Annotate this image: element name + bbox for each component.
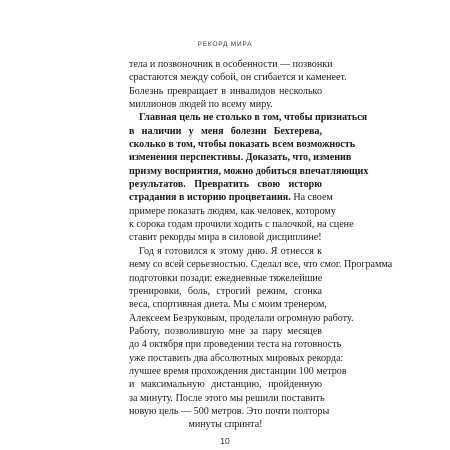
text-line: до 4 октября при проведении теста на готовность xyxy=(129,339,342,351)
text-line: ставит рекорды мира в силовой дисциплине! xyxy=(129,232,322,244)
text-line: минуты спринта! xyxy=(188,419,263,431)
page-number: 10 xyxy=(220,436,230,446)
text-line: Главная цель не столько в том, чтобы признаться xyxy=(139,112,368,124)
text-line: тела и позвоночник в особенности — позвонки xyxy=(129,59,333,70)
text-line: подготовки позади: ежедневные тяжелейшие xyxy=(129,272,323,284)
text-line: Болезнь превращает в инвалидов несколько xyxy=(129,85,322,97)
text-line: к сорока годам прочили ходить с палочкой, на сцене xyxy=(129,219,354,231)
bold-fragment: страдания в историю процветания. xyxy=(129,192,291,204)
text-line: примере показать людям, как человек, которому xyxy=(129,205,336,217)
text-line: за минуту. После этого мы решили поставить xyxy=(129,392,325,404)
running-header: РЕКОРД МИРА xyxy=(197,41,253,48)
text-line: уже поставить два абсолютных мировых рекорда: xyxy=(129,352,344,364)
text-line: сколько в том, чтобы показать всем возможность xyxy=(129,139,356,151)
text-line: в наличии у меня болезни Бехтерева, xyxy=(129,125,322,137)
text-line: лучшее время прохождения дистанции 100 метров xyxy=(129,365,347,377)
text-line: веса, спортивная диета. Мы с моим тренером, xyxy=(129,299,327,311)
text-line: Год я готовился к этому дню. Я отнесся к xyxy=(139,245,322,257)
text-line: призму восприятия, можно добиться впечатляющих xyxy=(129,165,369,177)
text-line: тренировки, боль, строгий режим, сгонка xyxy=(129,285,322,297)
text-line: Работу, позволившую мне за пару месяцев xyxy=(129,325,322,337)
text-line: Алексеем Безруковым, проделали огромную работу. xyxy=(129,312,354,324)
body-text xyxy=(129,58,393,432)
text-line: нему со всей серьезностью. Сделал все, что смог. Программа xyxy=(129,259,393,271)
text-fragment: На своем xyxy=(293,192,333,204)
text-line: миллионов людей по всему миру. xyxy=(129,99,273,111)
text-line: изменения перспективы. Доказать, что, изменив xyxy=(129,152,352,164)
text-line: новую цель — 500 метров. Это почти полторы xyxy=(129,405,330,417)
text-line: срастаются между собой, он сгибается и каменеет. xyxy=(129,72,347,84)
text-line xyxy=(129,191,333,204)
text-line: и максимальную дистанцию, пройденную xyxy=(129,379,322,391)
text-line: результатов. Превратить свою исторю xyxy=(129,179,322,191)
